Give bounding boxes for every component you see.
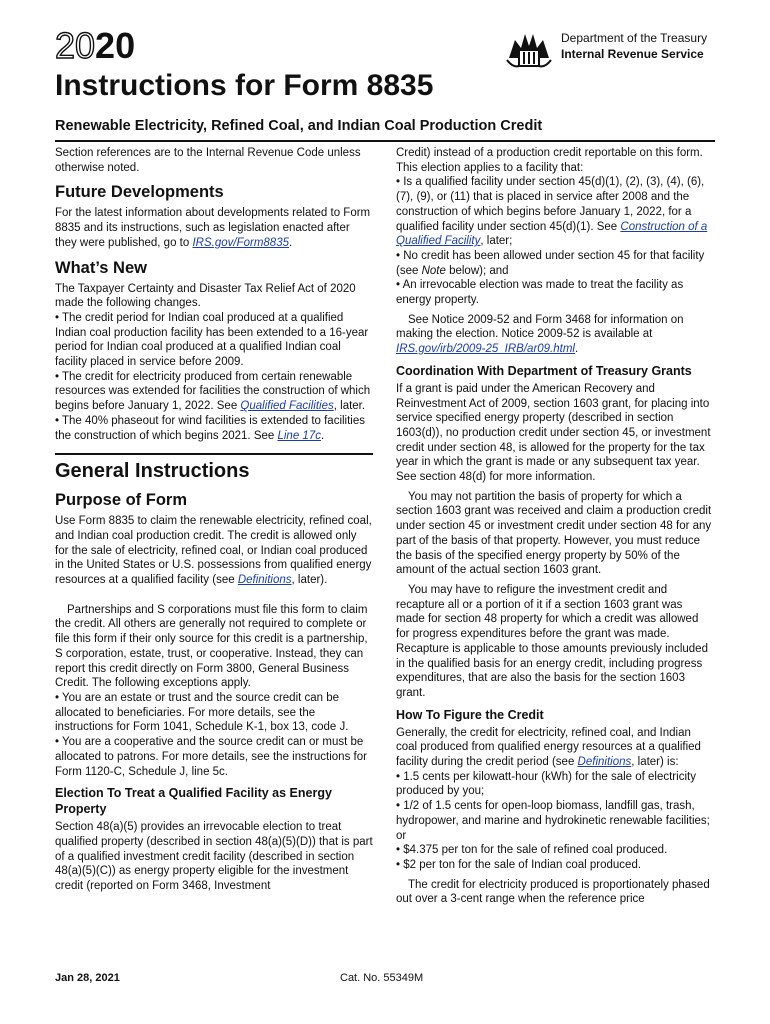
footer-date: Jan 28, 2021	[55, 972, 120, 984]
qualified-facilities-link[interactable]: Qualified Facilities	[240, 400, 334, 413]
future-text: For the latest information about developments related to Form 8835 and its instructions, such as legislation enacted after they were published, go to	[55, 207, 371, 249]
coordination-paragraph-3: You may have to refigure the investment credit and recapture all or a portion of it if a section 1603 grant was made for section 48 property for which a credit was allowed for progress expenditures before the grant was made. Recapture is applicable to those amounts previously included in the qualified basis for an energy credit, including progress expenditures, that are also the basis for the section 1603 grant.	[396, 583, 708, 699]
whats-new-intro: The Taxpayer Certainty and Disaster Tax Relief Act of 2020 made the following changes.	[55, 282, 356, 310]
notice-link[interactable]: IRS.gov/irb/2009-25_IRB/ar09.html	[396, 343, 575, 356]
notice-text: See Notice 2009-52 and Form 3468 for information on making the election. Notice 2009-52 is available at	[396, 313, 684, 341]
intro-paragraph: Section references are to the Internal Revenue Code unless otherwise noted.	[55, 147, 361, 174]
figure-end: , later) is:	[631, 756, 679, 769]
coordination-paragraph-1: If a grant is paid under the American Recovery and Reinvestment Act of 2009, section 1603 grant, for placing into service specified energy property (described in section 1603(d)), no production credit under section 45, or investment credit under section 48, is allowed for the property for the tax year in which the grant is made or any subsequent tax year. See section 48(d) for more information.	[396, 382, 711, 484]
figure-text: Generally, the credit for electricity, refined coal, and Indian coal produced from qualified energy resources at a qualified facility during the credit period (see	[396, 726, 701, 769]
purpose-of-form-heading: Purpose of Form	[55, 491, 188, 510]
left-column	[55, 146, 373, 899]
purpose-paragraph-1	[55, 514, 373, 588]
line-17c-link[interactable]: Line 17c	[277, 429, 321, 442]
footer-catalog-number: Cat. No. 55349M	[340, 972, 424, 984]
section-divider	[55, 453, 373, 455]
bullet-3-text: • The 40% phaseout for wind facilities is extended to facilities the construction of which begins 2021. See	[55, 414, 366, 442]
purpose-bullet-1: • You are an estate or trust and the source credit can be allocated to beneficiaries. For more details, see the instructions for Form 1041, Schedule K-1, box 13, code J.	[55, 691, 349, 734]
election-bullet-1	[396, 175, 714, 249]
definitions-link-2[interactable]: Definitions	[577, 756, 632, 769]
e-bullet-1-text: • Is a qualified facility under section 45(d)(1), (2), (3), (4), (6), (7), (9), or (11) that is placed in service after 2008 and the construction of which begins before January 1, 2022, for a qualified facility under section 45(d)(1). See	[396, 176, 705, 233]
irs-eagle-logo-icon	[505, 28, 553, 72]
e-bullet-2-a: • No credit has been allowed under section 45 for that facility (see	[396, 249, 705, 277]
election-bullet-3: • An irrevocable election was made to treat the facility as energy property.	[396, 279, 684, 307]
agency-block	[505, 28, 725, 72]
election-bullet-2	[396, 249, 714, 278]
whats-new-bullet-1: • The credit period for Indian coal produced at a qualified Indian coal production facility has been extended to a 16-year period for Indian coal produced at a qualified Indian coal facility placed in service before 2009.	[55, 311, 369, 369]
right-column	[396, 146, 714, 912]
title-divider	[55, 140, 715, 142]
page-title: Instructions for Form 8835	[55, 69, 434, 102]
purpose-paragraph-2: Partnerships and S corporations must file this form to claim the credit. All others are generally not required to complete or file this form if their only source for this credit is a partnership, S corporation, estate, trust, or cooperative. Instead, they can report this credit directly on Form 3800, General Business Credit. The following exceptions apply.	[55, 603, 368, 690]
figure-bullet-2: • 1/2 of 1.5 cents for open-loop biomass, landfill gas, trash, hydropower, and marine and hydrokinetic renewable facilities; or	[396, 800, 710, 842]
bullet-2-text: • The credit for electricity produced from certain renewable resources was extended for facilities the construction of which begins before January 1, 2022. See	[55, 370, 371, 413]
whats-new-bullet-2	[55, 370, 373, 414]
e-bullet-1-end: , later;	[480, 235, 513, 248]
year-outline: 20	[55, 25, 96, 66]
general-instructions-heading: General Instructions	[55, 460, 250, 483]
irs-form8835-link[interactable]: IRS.gov/Form8835	[192, 236, 289, 249]
continued-paragraph: Credit) instead of a production credit reportable on this form. This election applies to a facility that:	[396, 147, 703, 174]
e-bullet-2-b: below); and	[449, 264, 509, 277]
page-subtitle: Renewable Electricity, Refined Coal, and Indian Coal Production Credit	[55, 118, 543, 134]
construction-qualified-facility-link[interactable]: Construction of a Qualified Facility	[396, 220, 708, 248]
coordination-paragraph-2: You may not partition the basis of property for which a section 1603 grant was received and claim a production credit under section 45 or investment credit under section 48 for any part of the basis of that property. However, you must reduce the basis of the specified energy property by 50% of the amount of the actual section 1603 grant.	[396, 490, 712, 577]
bullet-2-end: , later.	[333, 400, 366, 413]
figure-bullet-4: • $2 per ton for the sale of Indian coal produced.	[396, 858, 642, 871]
form-year	[55, 26, 135, 66]
future-developments-heading: Future Developments	[55, 183, 224, 202]
whats-new-bullet-3: • The 40% phaseout for wind facilities is extended to facilities the construction of which begins 2021. See Line 17c.	[55, 414, 366, 442]
agency-name: Internal Revenue Service	[561, 47, 704, 61]
future-developments-paragraph: For the latest information about developments related to Form 8835 and its instructions, such as legislation enacted after they were published, go to IRS.gov/Form8835.	[55, 207, 371, 249]
election-heading: Election To Treat a Qualified Facility as Energy Property	[55, 786, 332, 817]
figure-paragraph-1	[396, 726, 714, 770]
spacer	[55, 593, 373, 603]
department-name: Department of the Treasury	[561, 31, 708, 45]
election-paragraph: Section 48(a)(5) provides an irrevocable election to treat qualified property (described in section 48(a)(5)(D)) that is part of a qualified investment credit facility (described in section 48(a)(5)(C)) as energy property eligible for the investment credit (reported on Form 3468, Investment	[55, 821, 373, 893]
purpose-text: Use Form 8835 to claim the renewable electricity, refined coal, and Indian coal production credit. The credit is allowed only for the sale of electricity, refined coal, or Indian coal produced in the United States or U.S. possessions from qualified energy resources at a qualified facility (see	[55, 515, 372, 587]
figure-paragraph-2: The credit for electricity produced is proportionately phased out over a 3-cent range when the reference price	[396, 878, 710, 906]
note-word: Note	[421, 264, 446, 277]
definitions-link[interactable]: Definitions	[237, 574, 292, 587]
notice-paragraph: See Notice 2009-52 and Form 3468 for information on making the election. Notice 2009-52 is available at IRS.gov/irb/2009-25_IRB/ar09.html.	[396, 313, 684, 356]
figure-bullet-3: • $4.375 per ton for the sale of refined coal produced.	[396, 844, 668, 857]
coordination-heading: Coordination With Department of Treasury Grants	[396, 363, 692, 378]
figure-bullet-1: • 1.5 cents per kilowatt-hour (kWh) for the sale of electricity produced by you;	[396, 770, 696, 798]
whats-new-heading: What’s New	[55, 258, 147, 277]
figure-credit-heading: How To Figure the Credit	[396, 707, 544, 722]
purpose-end: , later).	[291, 574, 328, 587]
purpose-bullet-2: • You are a cooperative and the source credit can or must be allocated to patrons. For more details, see the instructions for Form 1120-C, Schedule J, line 5c.	[55, 736, 367, 778]
year-bold: 20	[95, 25, 136, 66]
